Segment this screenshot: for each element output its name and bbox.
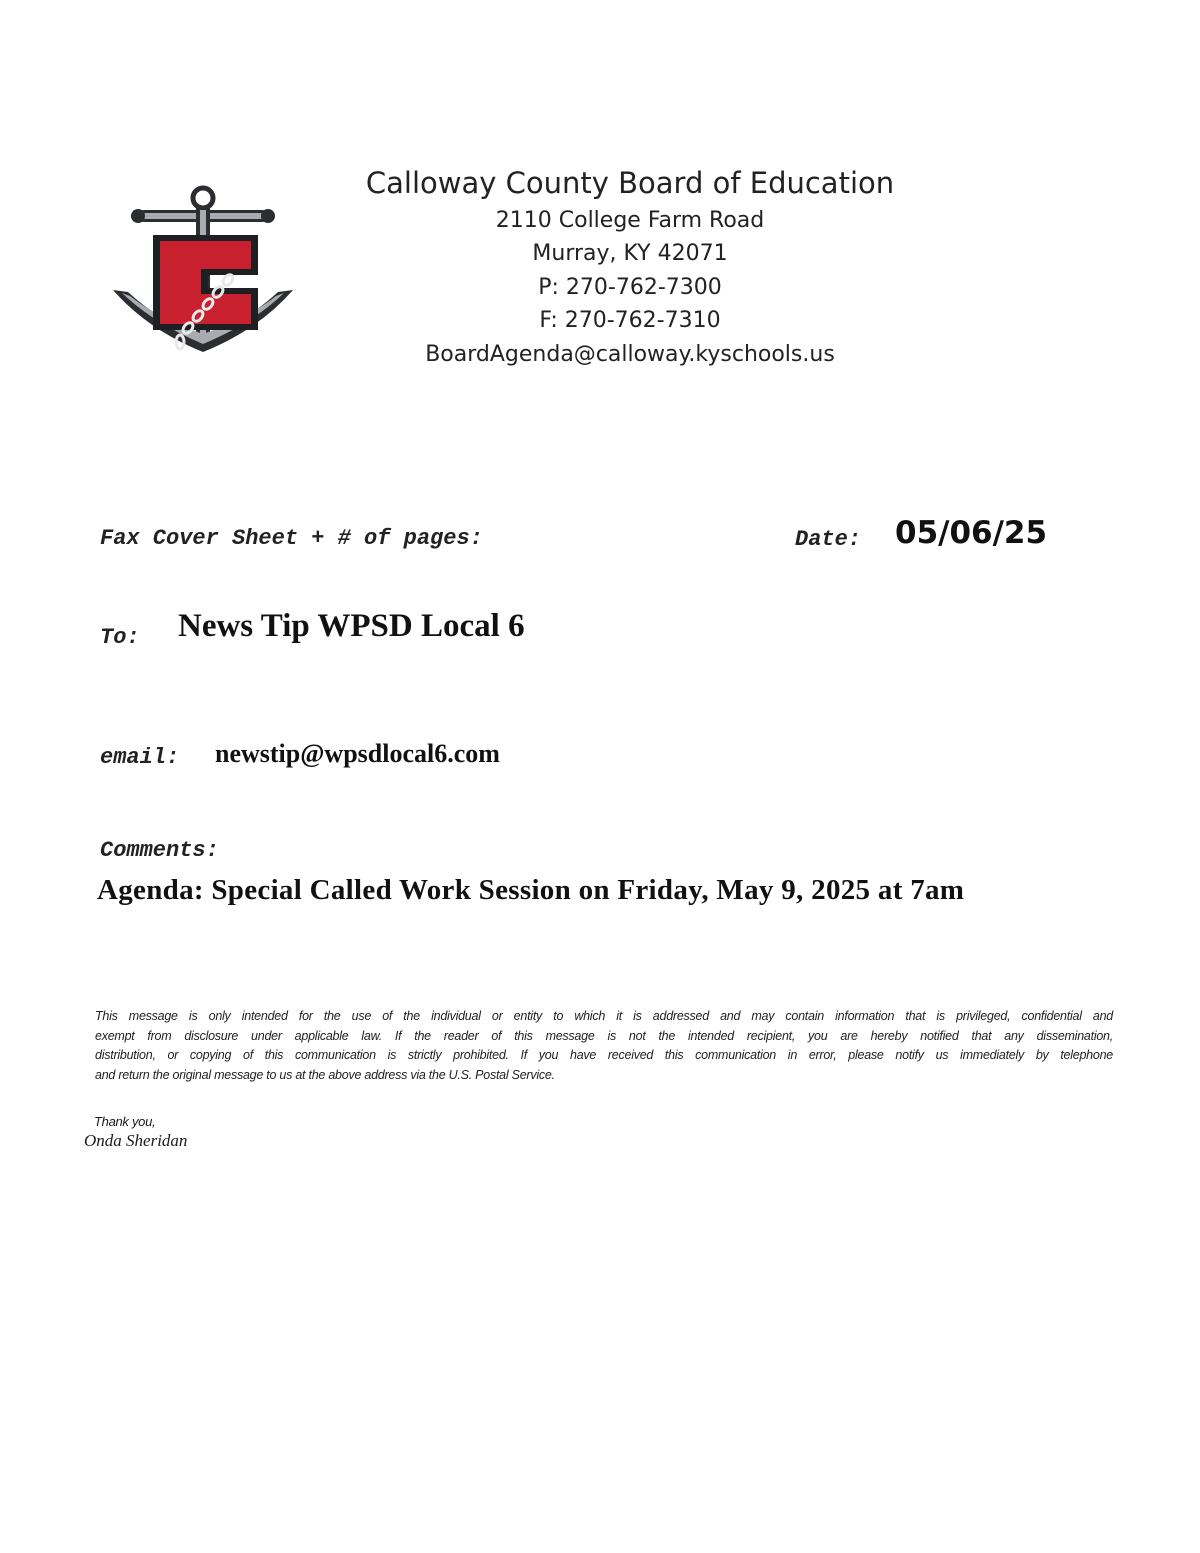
signature-name: Onda Sheridan [84, 1131, 188, 1150]
disclaimer-line: exempt from disclosure under applicable law. If the reader of this message is not the intended recipient, you are hereby notified that any dissemination, [95, 1028, 1113, 1043]
to-value: News Tip WPSD Local 6 [178, 608, 525, 644]
pages-label: Fax Cover Sheet + # of pages: [100, 526, 483, 551]
disclaimer-line: This message is only intended for the use of the individual or entity to which it is addressed and may contain information that is privileged, confidential and [95, 1009, 1113, 1023]
confidentiality-disclaimer [95, 1007, 1113, 1085]
date-value: 05/06/25 [895, 515, 1048, 551]
phone-number: P: 270-762-7300 [538, 275, 722, 300]
comments-label: Comments: [100, 838, 219, 863]
fax-number: F: 270-762-7310 [539, 308, 721, 333]
to-label: To: [100, 625, 140, 650]
school-anchor-logo [108, 180, 298, 365]
disclaimer-line: distribution, or copying of this communication is strictly prohibited. If you have received this communication in error, please notify us immediately by telephone [95, 1048, 1113, 1062]
closing-thanks: Thank you, [94, 1114, 156, 1129]
header-email: BoardAgenda@calloway.kyschools.us [425, 342, 835, 367]
address-line-2: Murray, KY 42071 [532, 241, 728, 266]
comments-value: Agenda: Special Called Work Session on Friday, May 9, 2025 at 7am [97, 874, 965, 906]
disclaimer-line: and return the original message to us at the above address via the U.S. Postal Service. [95, 1067, 555, 1082]
date-label: Date: [795, 527, 862, 552]
organization-name: Calloway County Board of Education [365, 166, 895, 200]
address-line-1: 2110 College Farm Road [495, 208, 765, 233]
email-label: email: [100, 745, 180, 770]
email-value: newstip@wpsdlocal6.com [215, 739, 500, 768]
